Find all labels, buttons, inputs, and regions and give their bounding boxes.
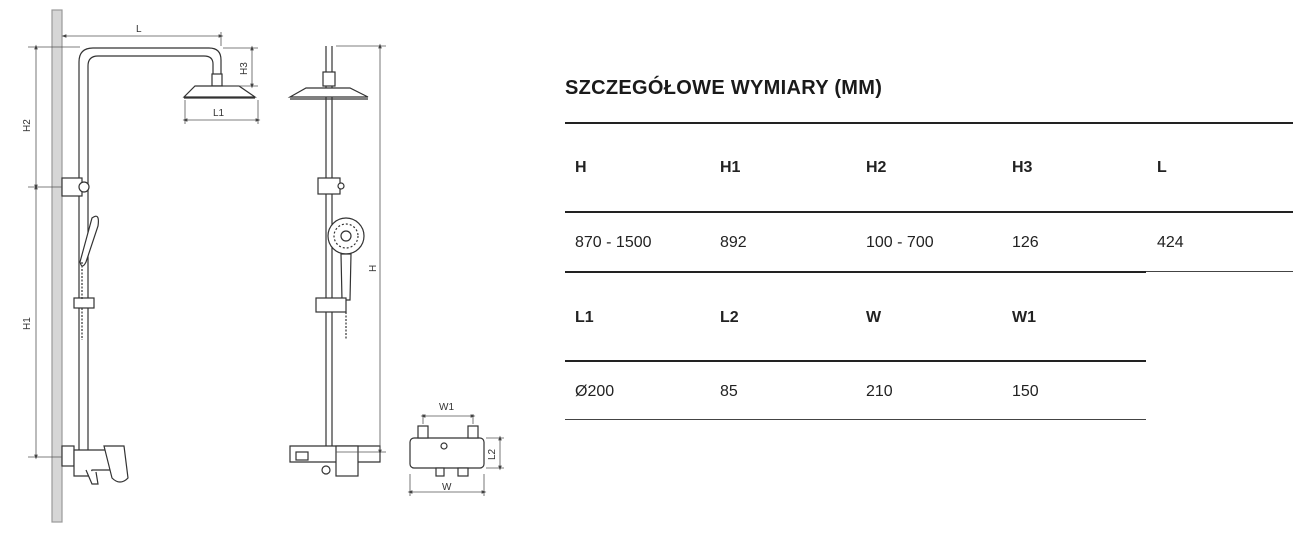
header-H2: H2: [866, 159, 887, 176]
wall: [52, 10, 62, 522]
side-view: [52, 10, 255, 522]
value-W: 210: [866, 383, 893, 400]
dim-label-L2: L2: [487, 448, 498, 460]
dim-label-W: W: [442, 482, 452, 493]
spec-title: SZCZEGÓŁOWE WYMIARY (MM): [565, 77, 883, 99]
header-L1: L1: [575, 309, 594, 326]
value-H: 870 - 1500: [575, 234, 652, 251]
hand-shower: [80, 216, 98, 266]
dim-label-L: L: [136, 24, 142, 35]
value-H2: 100 - 700: [866, 234, 934, 251]
header-L: L: [1157, 159, 1167, 176]
front-rain-shower-head: [290, 88, 368, 97]
mixer-detail-body: [410, 438, 484, 468]
right-inlet: [468, 426, 478, 438]
value-L: 424: [1157, 234, 1184, 251]
value-W1: 150: [1012, 383, 1039, 400]
front-view: [290, 46, 380, 476]
value-H3: 126: [1012, 234, 1039, 251]
value-H1: 892: [720, 234, 747, 251]
header-H1: H1: [720, 159, 741, 176]
left-inlet: [418, 426, 428, 438]
hand-shower-holder: [74, 298, 94, 308]
header-H3: H3: [1012, 159, 1033, 176]
row2-bottom-rule: [565, 419, 1146, 420]
row2-header-rule: [565, 360, 1146, 362]
header-W: W: [866, 309, 882, 326]
header-L2: L2: [720, 309, 739, 326]
dim-label-H3: H3: [239, 62, 250, 75]
front-holder: [316, 298, 346, 312]
wall-mount: [62, 446, 74, 466]
rain-shower-head: [184, 86, 255, 97]
dim-label-H1: H1: [22, 317, 33, 330]
mixer-detail-view: [410, 426, 484, 476]
table-top-rule: [565, 122, 1293, 124]
row1-bottom-rule-extension: [1146, 271, 1293, 272]
front-head-connector: [323, 72, 335, 86]
dim-label-W1: W1: [439, 402, 454, 413]
head-connector: [212, 74, 222, 86]
riser-pipe: [79, 48, 221, 452]
front-wall-bracket: [318, 178, 340, 194]
row1-bottom-rule: [565, 271, 1146, 273]
technical-drawing: [0, 0, 560, 542]
row1-header-rule: [565, 211, 1293, 213]
spout: [86, 470, 98, 484]
dim-label-L1: L1: [213, 108, 225, 119]
dim-label-H2: H2: [22, 119, 33, 132]
value-L1: Ø200: [575, 383, 615, 400]
header-W1: W1: [1012, 309, 1036, 326]
front-hand-shower-handle: [341, 254, 351, 300]
dim-label-H: H: [368, 264, 379, 272]
value-L2: 85: [720, 383, 738, 400]
header-H: H: [575, 159, 587, 176]
front-mixer-lever: [336, 446, 358, 476]
